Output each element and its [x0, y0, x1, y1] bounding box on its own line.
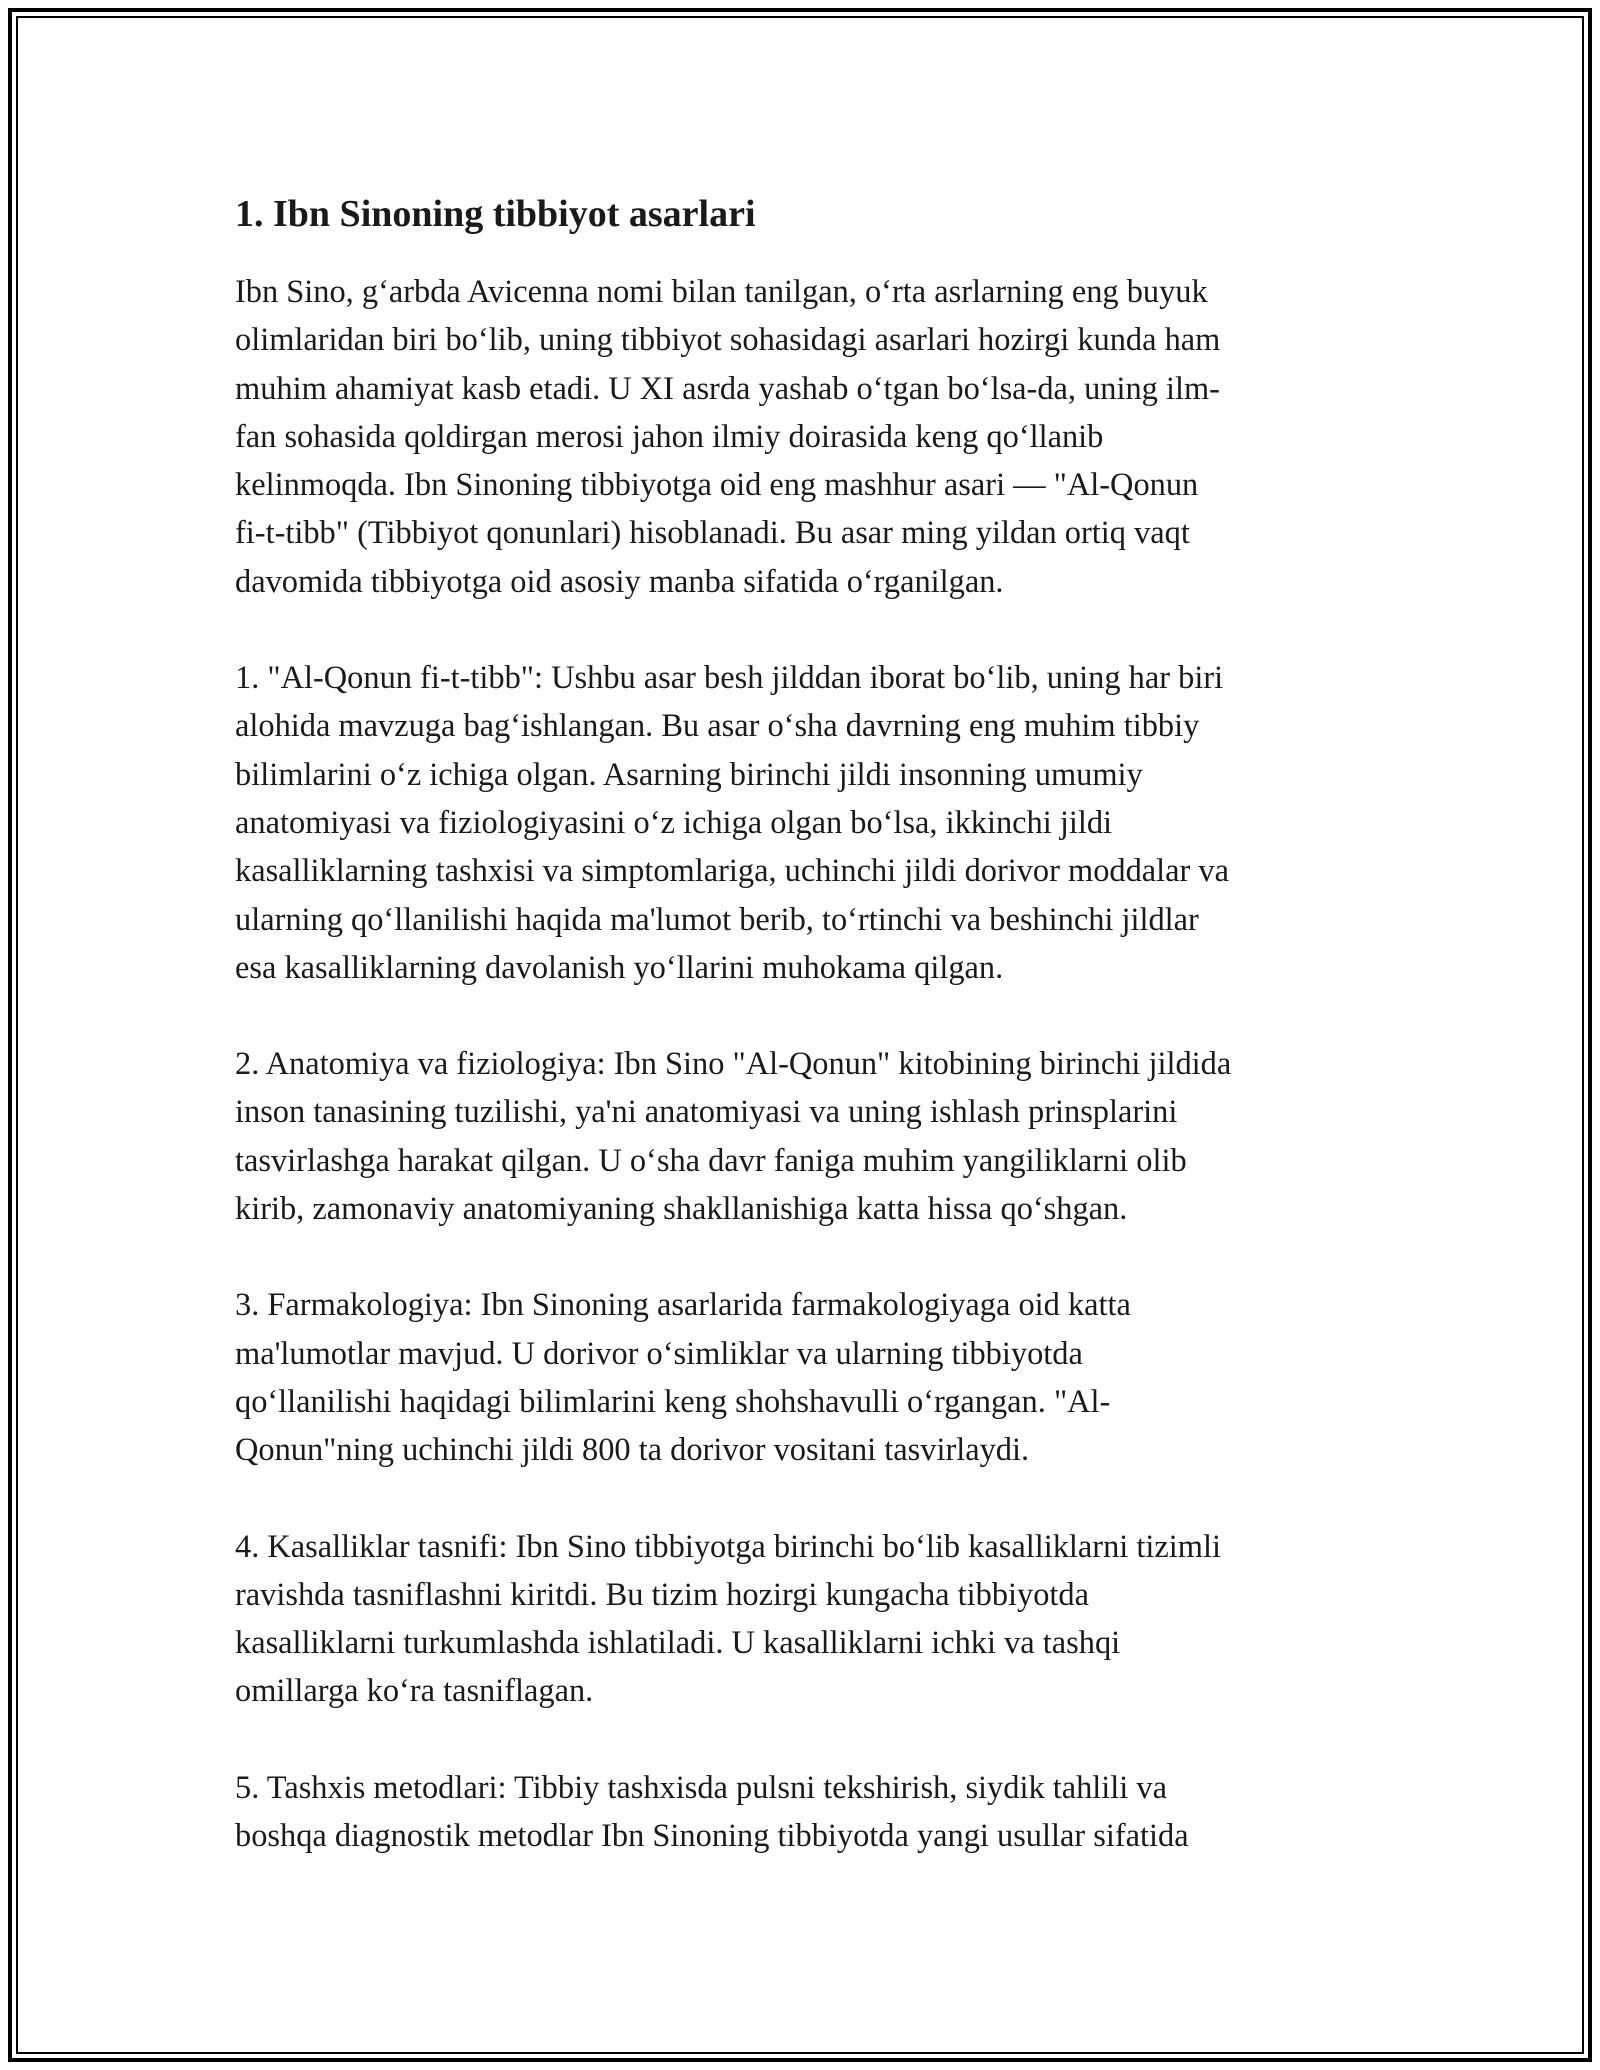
text-line: qo‘llanilishi haqidagi bilimlarini keng shohshavulli o‘rgangan. "Al- — [235, 1383, 1111, 1420]
text-line: anatomiyasi va fiziologiyasini o‘z ichiga olgan bo‘lsa, ikkinchi jildi — [235, 804, 1113, 841]
text-line: 3. Farmakologiya: Ibn Sinoning asarlarida farmakologiyaga oid katta — [235, 1287, 1131, 1324]
text-line: kelinmoqda. Ibn Sinoning tibbiyotga oid eng mashhur asari — "Al-Qonun — [235, 467, 1199, 504]
text-line: esa kasalliklarning davolanish yo‘llarini muhokama qilgan. — [235, 949, 1004, 986]
text-line: tasvirlashga harakat qilgan. U o‘sha davr faniga muhim yangiliklarni olib — [235, 1142, 1187, 1179]
text-line: ularning qo‘llanilishi haqida ma'lumot berib, to‘rtinchi va beshinchi jildlar — [235, 901, 1199, 938]
text-line: fi-t-tibb" (Tibbiyot qonunlari) hisoblanadi. Bu asar ming yildan ortiq vaqt — [235, 515, 1190, 552]
text-line: boshqa diagnostik metodlar Ibn Sinoning tibbiyotda yangi usullar sifatida — [235, 1818, 1189, 1855]
text-line: Ibn Sino, g‘arbda Avicenna nomi bilan tanilgan, o‘rta asrlarning eng buyuk — [235, 274, 1208, 310]
text-line: fan sohasida qoldirgan merosi jahon ilmiy doirasida keng qo‘llanib — [235, 418, 1104, 455]
paragraph-diagnostic-methods — [235, 1764, 1375, 1861]
paragraph-pharmacology — [235, 1281, 1375, 1474]
document-body — [235, 186, 1375, 1908]
text-line: 1. "Al-Qonun fi-t-tibb": Ushbu asar besh jilddan iborat bo‘lib, uning har biri — [235, 660, 1224, 697]
text-line: ravishda tasniflashni kiritdi. Bu tizim hozirgi kungacha tibbiyotda — [235, 1576, 1090, 1613]
text-line: olimlaridan biri bo‘lib, uning tibbiyot sohasidagi asarlari hozirgi kunda ham — [235, 322, 1221, 359]
text-line: alohida mavzuga bag‘ishlangan. Bu asar o‘sha davrning eng muhim tibbiy — [235, 708, 1200, 745]
text-line: omillarga ko‘ra tasniflagan. — [235, 1673, 594, 1710]
text-line: 5. Tashxis metodlari: Tibbiy tashxisda pulsni tekshirish, siydik tahlili va — [235, 1769, 1167, 1806]
text-line: kasalliklarni turkumlashda ishlatiladi. U kasalliklarni ichki va tashqi — [235, 1625, 1121, 1662]
text-line: ma'lumotlar mavjud. U dorivor o‘simliklar va ularning tibbiyotda — [235, 1335, 1083, 1372]
text-line: muhim ahamiyat kasb etadi. U XI asrda yashab o‘tgan bo‘lsa-da, uning ilm- — [235, 370, 1220, 407]
paragraph-anatomy — [235, 1040, 1375, 1233]
paragraph-intro — [235, 268, 1375, 606]
paragraph-disease-classification — [235, 1523, 1375, 1716]
text-line: kirib, zamonaviy anatomiyaning shakllanishiga katta hissa qo‘shgan. — [235, 1191, 1128, 1228]
text-line: 4. Kasalliklar tasnifi: Ibn Sino tibbiyotga birinchi bo‘lib kasalliklarni tizimli — [235, 1528, 1221, 1565]
text-line: davomida tibbiyotga oid asosiy manba sifatida o‘rganilgan. — [235, 563, 1004, 600]
text-line: 2. Anatomiya va fiziologiya: Ibn Sino "Al-Qonun" kitobining birinchi jildida — [235, 1046, 1232, 1083]
page-title: 1. Ibn Sinoning tibbiyot asarlari — [235, 193, 756, 235]
text-line: inson tanasining tuzilishi, ya'ni anatomiyasi va uning ishlash prinsplarini — [235, 1094, 1178, 1131]
text-line: bilimlarini o‘z ichiga olgan. Asarning birinchi jildi insonning umumiy — [235, 756, 1143, 793]
paragraph-al-qonun — [235, 654, 1375, 992]
text-line: Qonun"ning uchinchi jildi 800 ta dorivor vositani tasvirlaydi. — [235, 1432, 1030, 1469]
text-line: kasalliklarning tashxisi va simptomlariga, uchinchi jildi dorivor moddalar va — [235, 853, 1230, 890]
